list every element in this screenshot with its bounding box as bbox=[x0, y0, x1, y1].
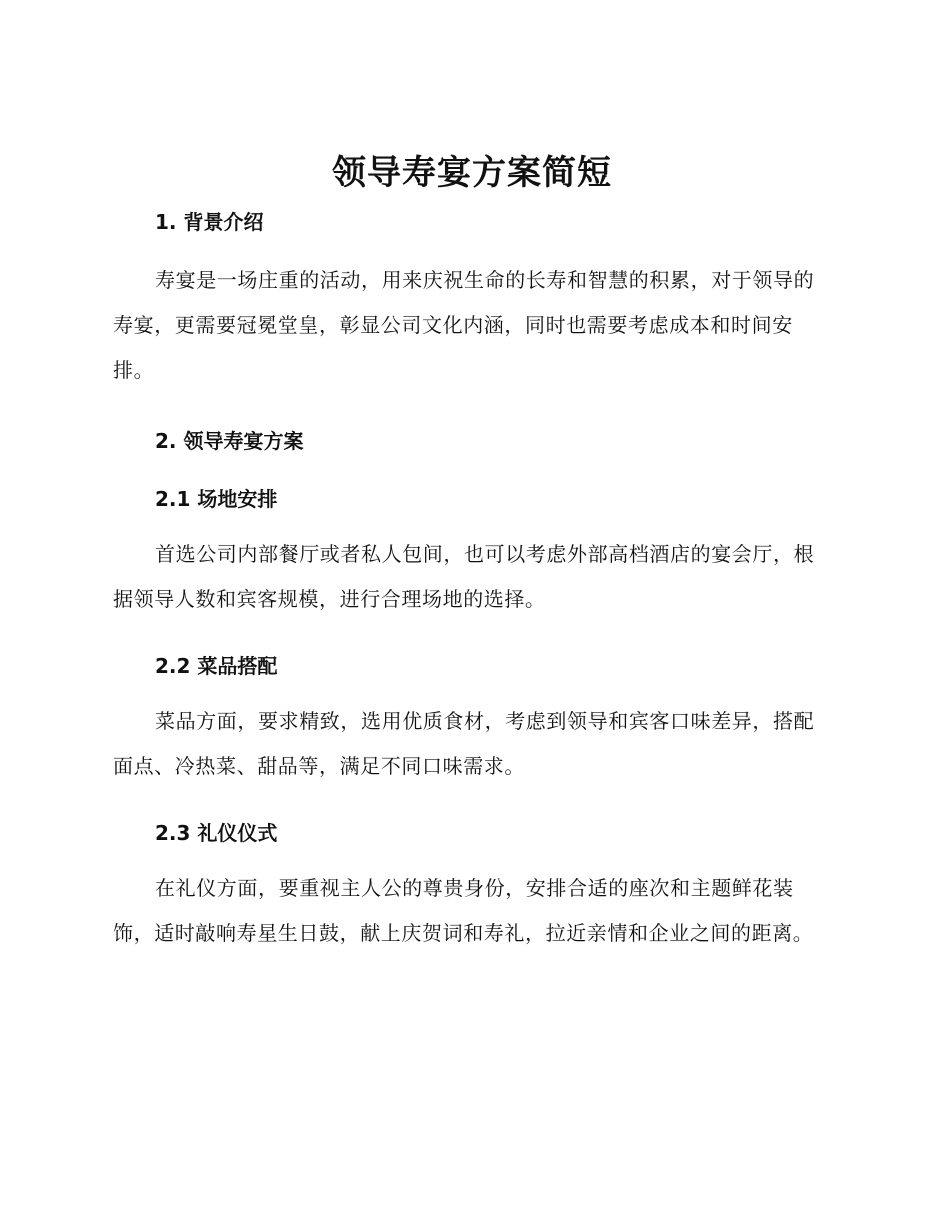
section-heading-background: 1. 背景介绍 bbox=[155, 210, 264, 234]
subsection-heading-ceremony: 2.3 礼仪仪式 bbox=[155, 821, 278, 845]
paragraph-menu: 菜品方面，要求精致，选用优质食材，考虑到领导和宾客口味差异，搭配面点、冷热菜、甜品等，满足不同口味需求。 bbox=[113, 709, 815, 778]
document-page bbox=[113, 148, 831, 956]
paragraph-venue: 首选公司内部餐厅或者私人包间，也可以考虑外部高档酒店的宴会厅，根据领导人数和宾客规模，进行合理场地的选择。 bbox=[113, 542, 815, 611]
subsection-heading-menu: 2.2 菜品搭配 bbox=[155, 654, 278, 678]
section-heading-plan: 2. 领导寿宴方案 bbox=[155, 429, 304, 453]
paragraph-background: 寿宴是一场庄重的活动，用来庆祝生命的长寿和智慧的积累，对于领导的寿宴，更需要冠冕堂皇，彰显公司文化内涵，同时也需要考虑成本和时间安排。 bbox=[113, 268, 815, 382]
document-title: 领导寿宴方案简短 bbox=[332, 153, 612, 193]
paragraph-ceremony: 在礼仪方面，要重视主人公的尊贵身份，安排合适的座次和主题鲜花装饰，适时敲响寿星生日鼓，献上庆贺词和寿礼，拉近亲情和企业之间的距离。 bbox=[113, 876, 814, 945]
subsection-heading-venue: 2.1 场地安排 bbox=[155, 487, 278, 511]
